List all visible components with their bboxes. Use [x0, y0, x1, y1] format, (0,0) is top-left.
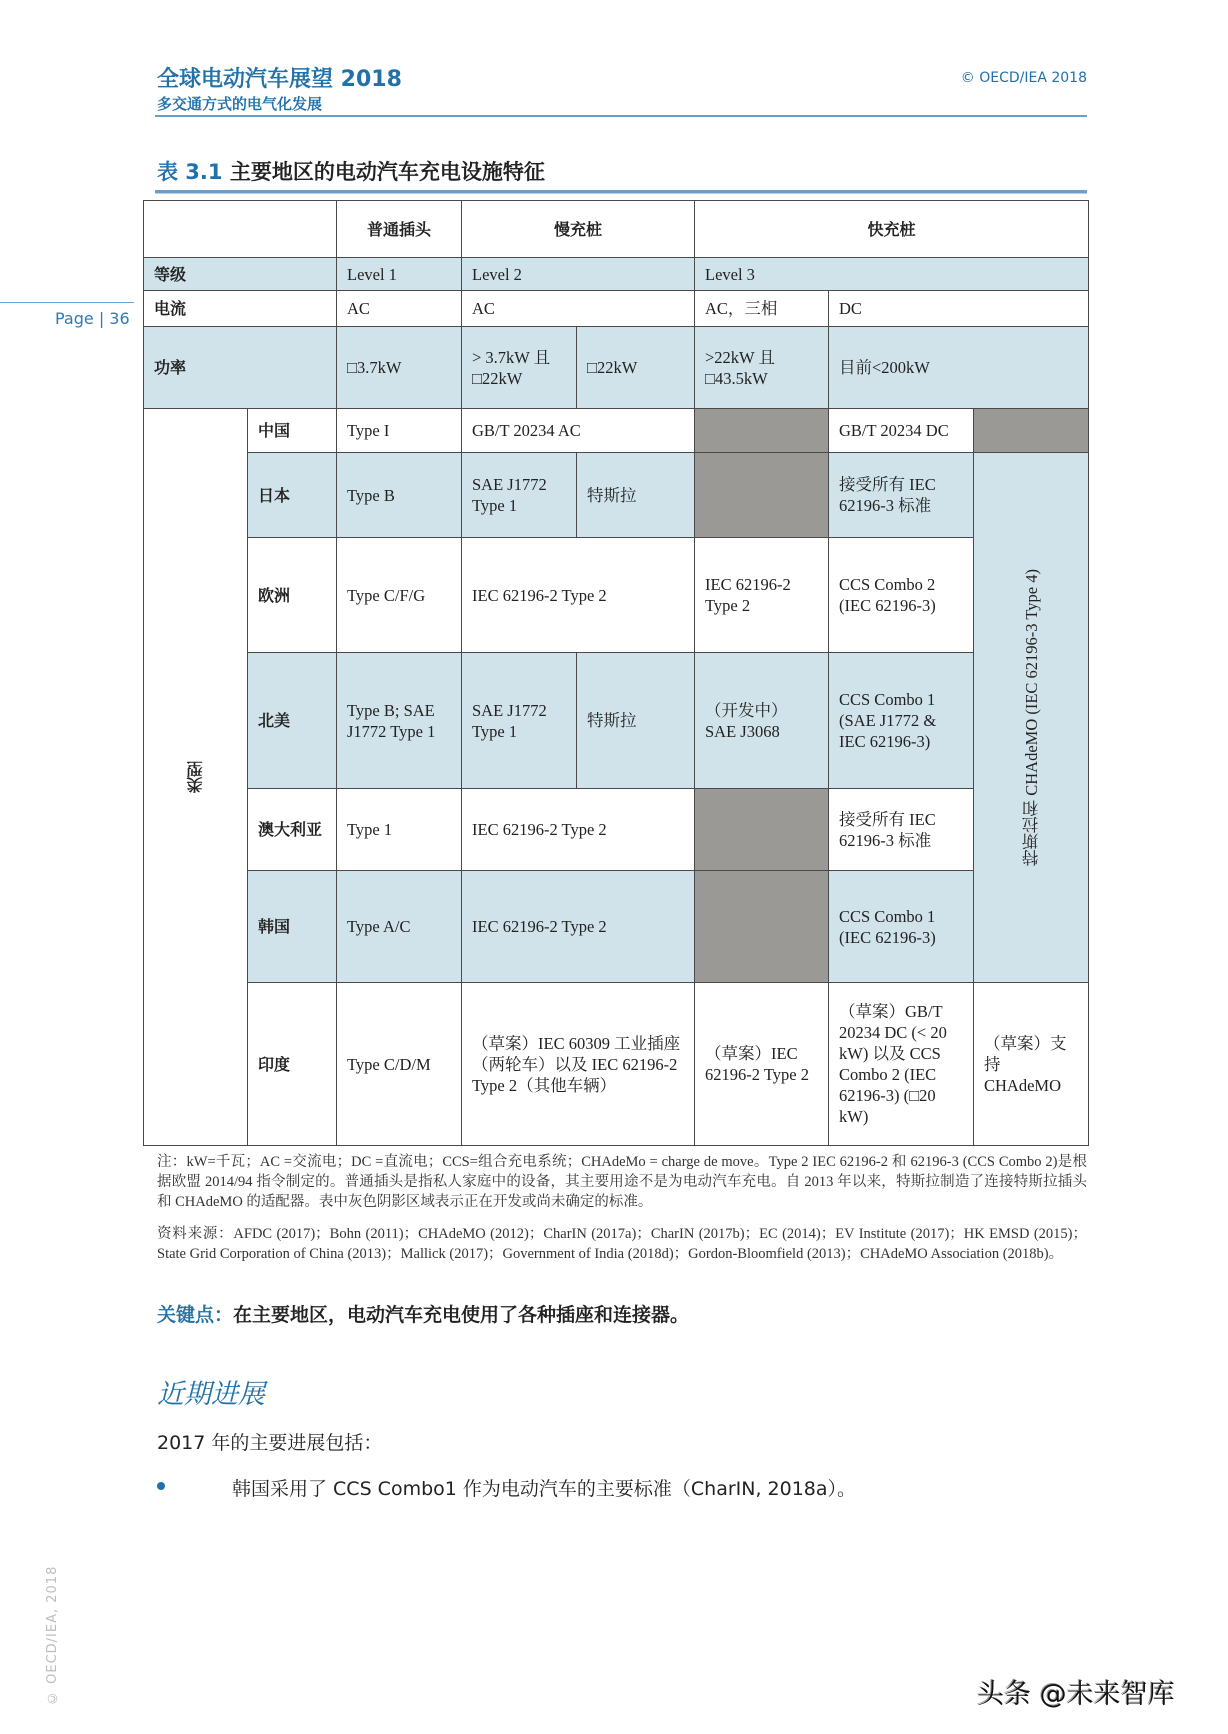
north-america-slow-a: SAE J1772 Type 1 — [461, 652, 577, 789]
table-title-divider — [155, 190, 1087, 194]
china-fast-extra-undetermined — [973, 408, 1089, 453]
power-fast-ac: >22kW 且 □43.5kW — [694, 326, 829, 409]
level-slow: Level 2 — [461, 257, 695, 291]
section-heading: 近期进展 — [157, 1379, 265, 1410]
europe-fast-ac: IEC 62196-2 Type 2 — [694, 537, 829, 653]
europe-normal: Type C/F/G — [336, 537, 462, 653]
korea-fast-dc: CCS Combo 1 (IEC 62196-3) — [828, 870, 974, 983]
bullet-item: 韩国采用了 CCS Combo1 作为电动汽车的主要标准（CharIN, 2018a）。 — [232, 1478, 857, 1500]
region-japan: 日本 — [247, 452, 337, 538]
table-sources: 资料来源：AFDC (2017)；Bohn (2011)；CHAdeMO (2012)；CharIN (2017a)；CharIN (2017b)；EC (2014)；EV Institute (2017)；HK EMSD (2015)；State Grid Corporation of China (2013)；Mallick (2017)；Government of India (2018d)；Gordon-Bloomfield (2013)；CHAdeMO Association (2018b)。 — [157, 1226, 1087, 1262]
bullet-icon — [157, 1482, 165, 1490]
level-fast: Level 3 — [694, 257, 1089, 291]
korea-slow: IEC 62196-2 Type 2 — [461, 870, 695, 983]
current-fast-ac: AC，三相 — [694, 290, 829, 327]
korea-normal: Type A/C — [336, 870, 462, 983]
current-normal: AC — [336, 290, 462, 327]
power-normal: □3.7kW — [336, 326, 462, 409]
china-fast-ac-undetermined — [694, 408, 829, 453]
tesla-chademo-merged-cell — [973, 452, 1089, 983]
type-label-cell — [143, 408, 248, 1146]
power-fast-dc: 目前<200kW — [828, 326, 1089, 409]
korea-fast-ac-undetermined — [694, 870, 829, 983]
table-note: 注：kW=千瓦；AC =交流电；DC =直流电；CCS=组合充电系统；CHAdeMo = charge de move。Type 2 IEC 62196-2 和 62196-3 (CCS Combo 2)是根据欧盟 2014/94 指令制定的。普通插头是指私人家庭中的设备，其主要用途不是为电动汽车充电。自 2013 年以来，特斯拉制造了连接特斯拉插头和 CHAdeMO 的适配器。表中灰色阴影区域表示正在开发或尚未确定的标准。 — [157, 1154, 1087, 1210]
north-america-slow-b: 特斯拉 — [576, 652, 695, 789]
page-number: Page | 36 — [55, 309, 130, 328]
japan-slow-a: SAE J1772 Type 1 — [461, 452, 577, 538]
north-america-fast-ac: （开发中）SAE J3068 — [694, 652, 829, 789]
region-india: 印度 — [247, 982, 337, 1146]
type-label: 类型 — [186, 761, 205, 793]
table-caption: 主要地区的电动汽车充电设施特征 — [222, 160, 545, 184]
india-fast-extra: （草案）支持 CHAdeMO — [973, 982, 1089, 1146]
europe-slow: IEC 62196-2 Type 2 — [461, 537, 695, 653]
australia-fast-ac-undetermined — [694, 788, 829, 871]
china-normal: Type I — [336, 408, 462, 453]
japan-fast-dc: 接受所有 IEC 62196-3 标准 — [828, 452, 974, 538]
tesla-chademo-text: 特斯拉和 CHAdeMO (IEC 62196-3 Type 4) — [1021, 569, 1041, 866]
australia-slow: IEC 62196-2 Type 2 — [461, 788, 695, 871]
china-fast-dc: GB/T 20234 DC — [828, 408, 974, 453]
side-copyright: © OECD/IEA, 2018 — [45, 1565, 60, 1705]
australia-fast-dc: 接受所有 IEC 62196-3 标准 — [828, 788, 974, 871]
col-header-normal-plug: 普通插头 — [336, 200, 462, 258]
power-slow-a: > 3.7kW 且 □22kW — [461, 326, 577, 409]
key-point — [157, 1300, 689, 1327]
col-header-fast: 快充桩 — [694, 200, 1089, 258]
india-fast-dc: （草案）GB/T 20234 DC (< 20 kW) 以及 CCS Combo 2 (IEC 62196-3) (□20 kW) — [828, 982, 974, 1146]
region-north-america: 北美 — [247, 652, 337, 789]
australia-normal: Type 1 — [336, 788, 462, 871]
japan-normal: Type B — [336, 452, 462, 538]
key-point-text: 在主要地区，电动汽车充电使用了各种插座和连接器。 — [233, 1304, 690, 1326]
col-header-slow: 慢充桩 — [461, 200, 695, 258]
header-copyright: © OECD/IEA 2018 — [960, 70, 1087, 86]
north-america-normal: Type B; SAE J1772 Type 1 — [336, 652, 462, 789]
section-intro: 2017 年的主要进展包括： — [157, 1432, 383, 1454]
row-label-level: 等级 — [143, 257, 337, 291]
table-number: 表 3.1 — [157, 160, 223, 184]
key-point-label: 关键点： — [157, 1304, 234, 1326]
row-label-power: 功率 — [143, 326, 337, 409]
region-europe: 欧洲 — [247, 537, 337, 653]
india-fast-ac: （草案）IEC 62196-2 Type 2 — [694, 982, 829, 1146]
region-korea: 韩国 — [247, 870, 337, 983]
region-australia: 澳大利亚 — [247, 788, 337, 871]
current-fast-dc: DC — [828, 290, 1089, 327]
region-china: 中国 — [247, 408, 337, 453]
table-title — [157, 156, 545, 186]
page-divider — [0, 302, 134, 303]
power-slow-b: □22kW — [576, 326, 695, 409]
watermark: 头条 @未来智库 — [977, 1679, 1175, 1710]
europe-fast-dc: CCS Combo 2 (IEC 62196-3) — [828, 537, 974, 653]
header-empty-cell — [143, 200, 337, 258]
china-slow: GB/T 20234 AC — [461, 408, 695, 453]
header-divider — [155, 115, 1087, 117]
india-slow: （草案）IEC 60309 工业插座（两轮车）以及 IEC 62196-2 Type 2（其他车辆） — [461, 982, 695, 1146]
japan-fast-ac-undetermined — [694, 452, 829, 538]
north-america-fast-dc: CCS Combo 1 (SAE J1772 & IEC 62196-3) — [828, 652, 974, 789]
report-title: 全球电动汽车展望 2018 — [157, 67, 402, 92]
report-subtitle: 多交通方式的电气化发展 — [157, 95, 323, 113]
row-label-current: 电流 — [143, 290, 337, 327]
current-slow: AC — [461, 290, 695, 327]
level-normal: Level 1 — [336, 257, 462, 291]
india-normal: Type C/D/M — [336, 982, 462, 1146]
japan-slow-b: 特斯拉 — [576, 452, 695, 538]
